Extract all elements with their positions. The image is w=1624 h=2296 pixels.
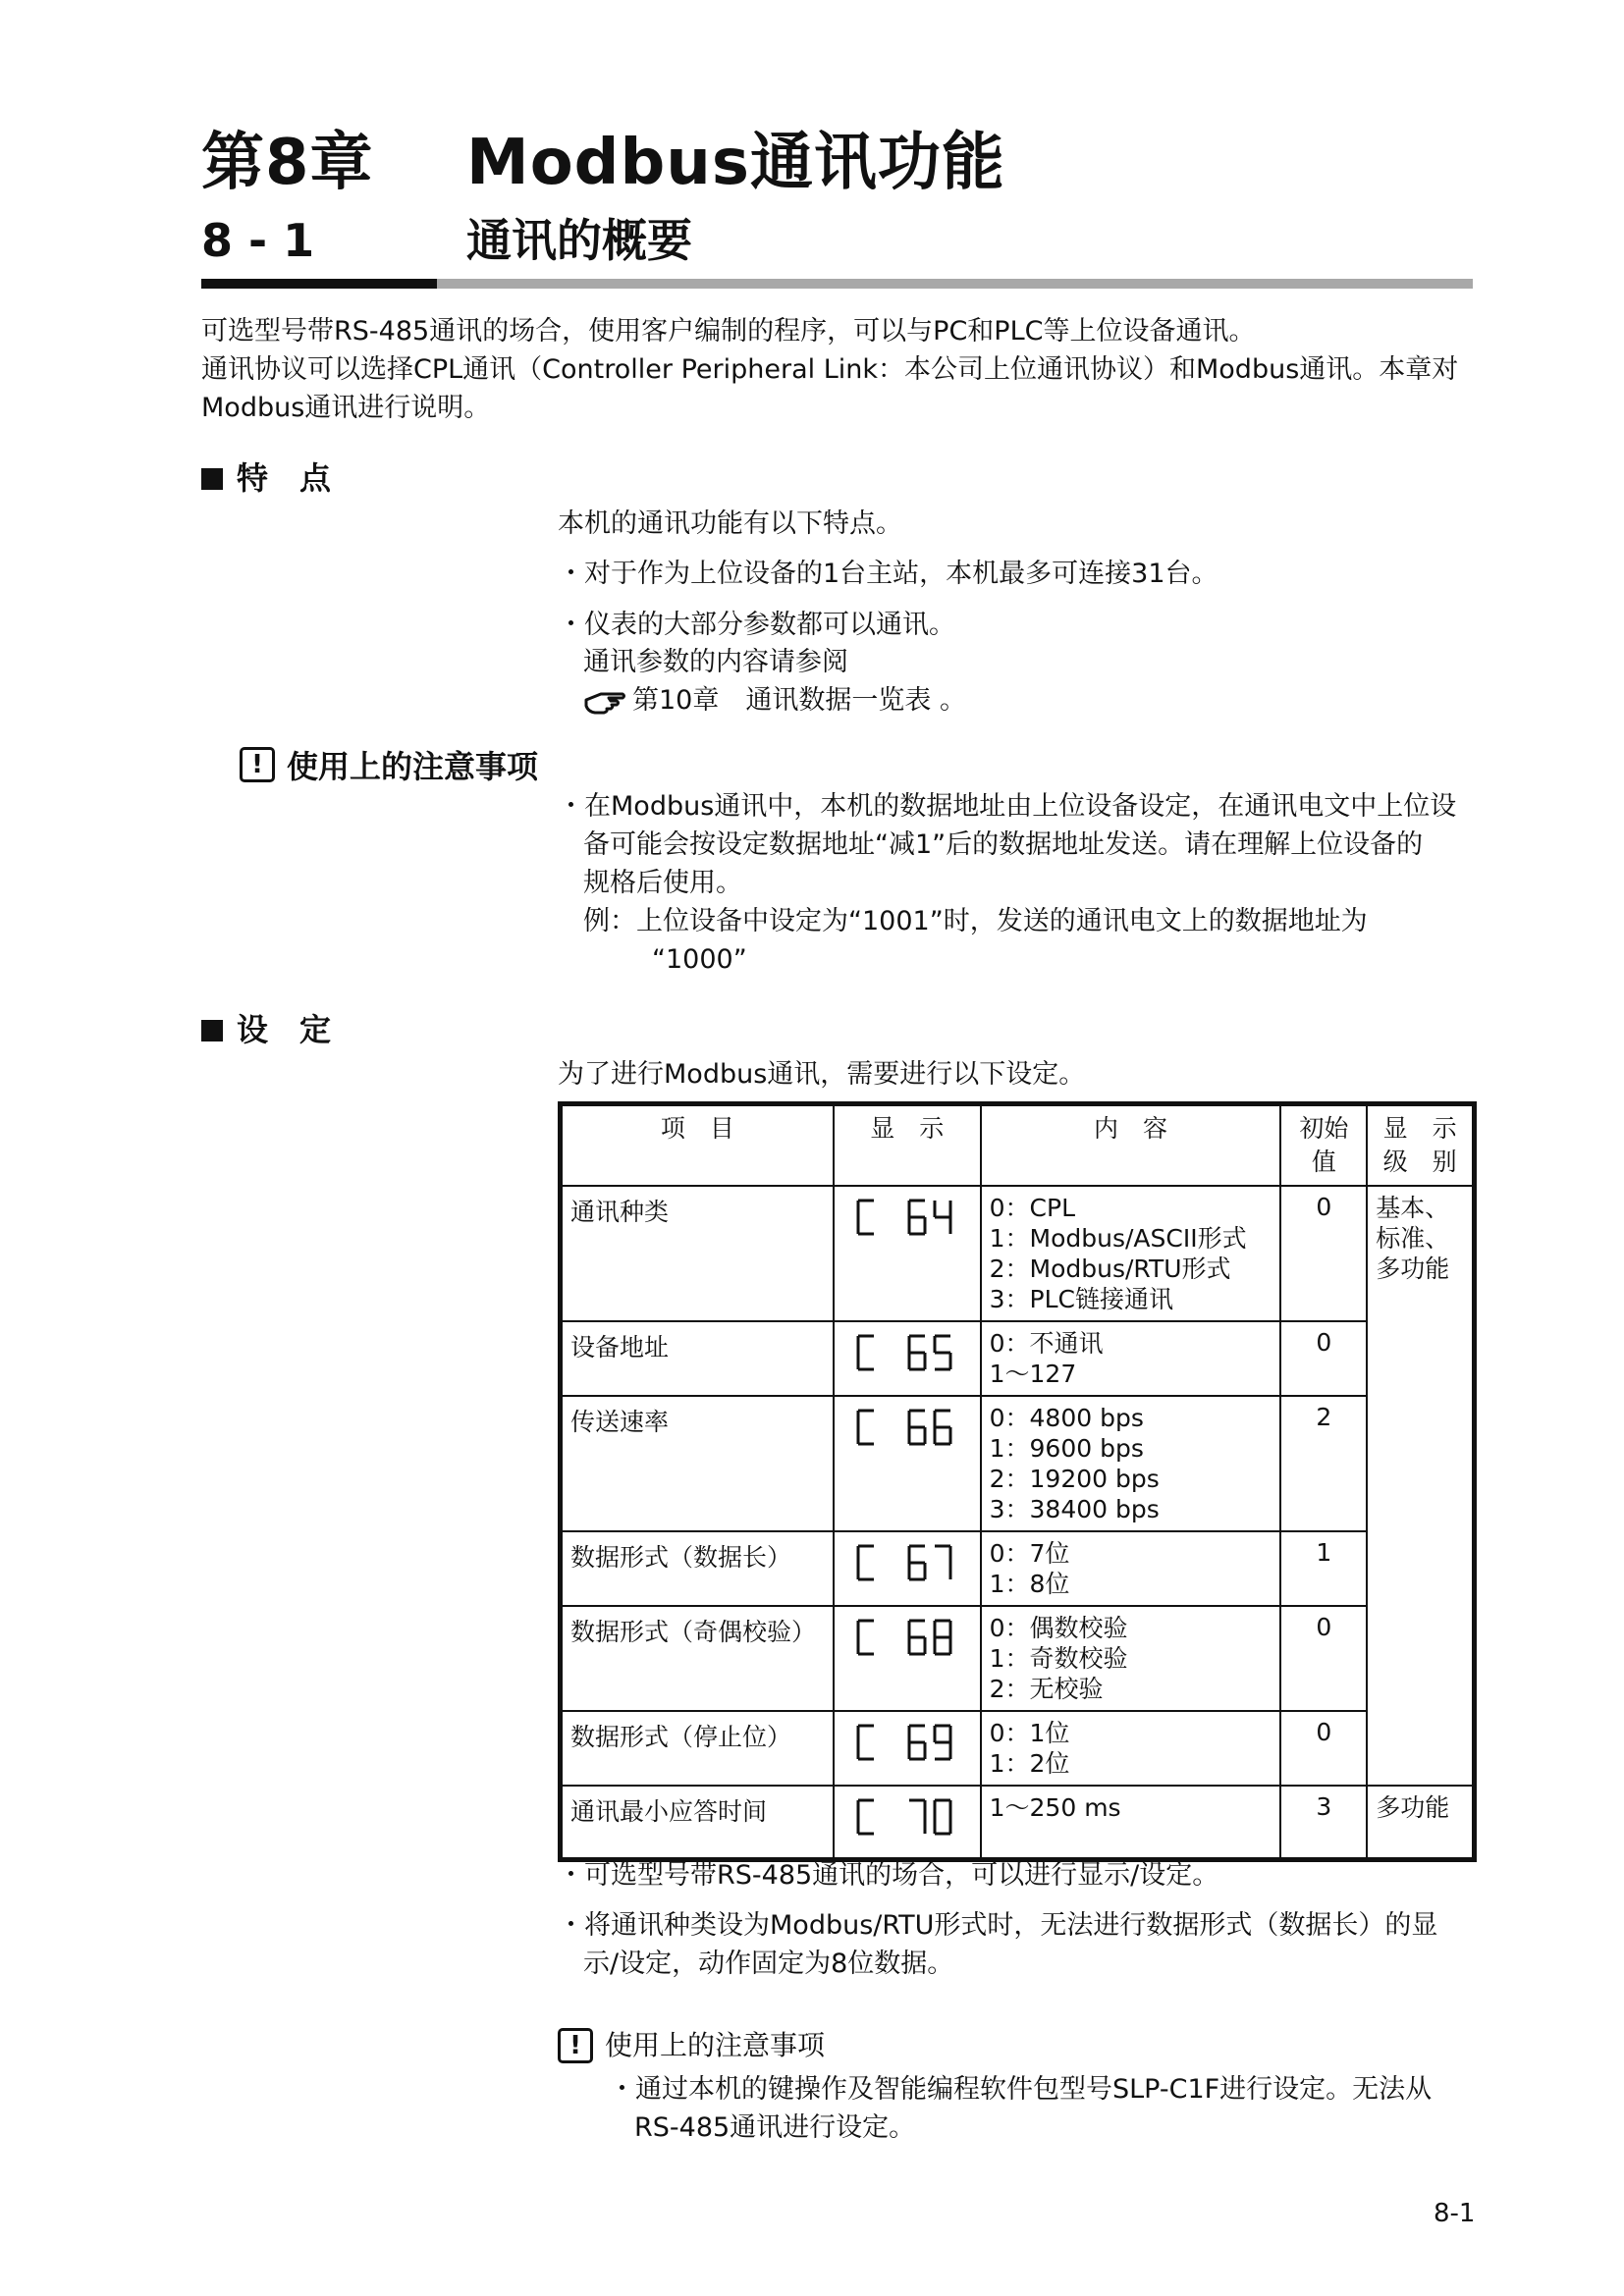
settings-table [558, 1101, 1477, 1862]
row-options: 0：偶数校验 1：奇数校验 2：无校验 [981, 1606, 1281, 1711]
square-bullet-icon [201, 1020, 223, 1041]
bullet-dot: ・ [558, 610, 584, 640]
table-row [562, 1186, 1473, 1321]
notes-bullet-2-line-2: 示/设定，动作固定为8位数据。 [583, 1949, 954, 1979]
warning-icon: ! [558, 2028, 593, 2063]
table-row [562, 1786, 1473, 1858]
row-display [834, 1321, 981, 1396]
section-rule-light [437, 279, 1473, 289]
seven-segment-display [842, 1792, 972, 1840]
example-label: 例： [583, 906, 636, 936]
seven-segment-display [842, 1403, 972, 1450]
intro-line-3: Modbus通讯进行说明。 [201, 393, 491, 423]
caution2-line-1: ・通过本机的键操作及智能编程软件包型号SLP-C1F进行设定。无法从 [609, 2074, 1433, 2105]
pointing-hand-icon [583, 686, 626, 716]
row-display [834, 1396, 981, 1531]
row-item: 传送速率 [562, 1396, 834, 1531]
chapter-label: 第8章 [201, 127, 374, 199]
row-item: 设备地址 [562, 1321, 834, 1396]
notes-bullet-1: ・可选型号带RS-485通讯的场合，可以进行显示/设定。 [558, 1860, 1219, 1891]
level-cell-last: 多功能 [1367, 1786, 1473, 1858]
row-initial: 3 [1280, 1786, 1367, 1858]
bullet-dot: ・ [609, 2074, 635, 2105]
row-item: 通讯种类 [562, 1186, 834, 1321]
table-row [562, 1606, 1473, 1711]
section-number: 8 - 1 [201, 214, 315, 267]
row-options: 0：CPL 1：Modbus/ASCII形式 2：Modbus/RTU形式 3：PLC链接通讯 [981, 1186, 1281, 1321]
square-bullet-icon [201, 468, 223, 490]
row-options: 1～250 ms [981, 1786, 1281, 1858]
table-row [562, 1321, 1473, 1396]
row-display [834, 1786, 981, 1858]
row-initial: 0 [1280, 1606, 1367, 1711]
row-item: 数据形式（停止位） [562, 1711, 834, 1786]
settings-heading: 设 定 [201, 1005, 331, 1050]
row-display [834, 1186, 981, 1321]
caution1-example-line-2: “1000” [652, 944, 747, 975]
row-initial: 0 [1280, 1186, 1367, 1321]
caution1-line-3: 规格后使用。 [583, 868, 742, 898]
caution-heading-1: ! 使用上的注意事项 [240, 742, 538, 787]
page-number: 8-1 [1434, 2199, 1476, 2228]
table-header-row [562, 1105, 1473, 1186]
row-initial: 0 [1280, 1321, 1367, 1396]
row-initial: 2 [1280, 1396, 1367, 1531]
row-display [834, 1606, 981, 1711]
section-title: 通讯的概要 [466, 214, 692, 267]
row-options: 0：1位 1：2位 [981, 1711, 1281, 1786]
bullet-dot: ・ [558, 1860, 584, 1891]
seven-segment-display [842, 1328, 972, 1375]
bullet-dot: ・ [558, 559, 584, 589]
seven-segment-display [842, 1613, 972, 1660]
column-header-level: 显 示 级 别 [1367, 1105, 1473, 1186]
row-initial: 0 [1280, 1711, 1367, 1786]
table-row [562, 1531, 1473, 1606]
section-rule-dark [201, 279, 437, 289]
caution-heading-2: ! 使用上的注意事项 [558, 2026, 825, 2065]
caution2-line-2: RS-485通讯进行设定。 [634, 2112, 916, 2143]
table-row [562, 1711, 1473, 1786]
row-item: 数据形式（数据长） [562, 1531, 834, 1606]
settings-lead: 为了进行Modbus通讯，需要进行以下设定。 [558, 1059, 1086, 1090]
row-display [834, 1531, 981, 1606]
row-initial: 1 [1280, 1531, 1367, 1606]
features-lead: 本机的通讯功能有以下特点。 [558, 508, 902, 539]
features-heading: 特 点 [201, 454, 331, 499]
caution1-line-1: ・在Modbus通讯中，本机的数据地址由上位设备设定，在通讯电文中上位设 [558, 791, 1457, 822]
bullet-dot: ・ [558, 791, 584, 822]
row-item: 通讯最小应答时间 [562, 1786, 834, 1858]
column-header-display: 显 示 [834, 1105, 981, 1186]
features-bullet-1: ・对于作为上位设备的1台主站，本机最多可连接31台。 [558, 559, 1218, 589]
intro-line-2: 通讯协议可以选择CPL通讯（Controller Peripheral Link：本公司上位通讯协议）和Modbus通讯。本章对 [201, 354, 1459, 385]
warning-icon: ! [240, 747, 275, 782]
features-reference: 第10章 通讯数据一览表 。 [583, 681, 966, 721]
features-bullet-2: ・仪表的大部分参数都可以通讯。 [558, 610, 955, 640]
column-header-initial: 初始值 [1280, 1105, 1367, 1186]
column-header-item: 项 目 [562, 1105, 834, 1186]
caution1-line-2: 备可能会按设定数据地址“减1”后的数据地址发送。请在理解上位设备的 [583, 829, 1424, 860]
row-options: 0：不通讯 1～127 [981, 1321, 1281, 1396]
row-display [834, 1711, 981, 1786]
seven-segment-display [842, 1718, 972, 1765]
level-cell-group: 基本、 标准、 多功能 [1367, 1186, 1473, 1786]
row-options: 0：4800 bps 1：9600 bps 2：19200 bps 3：38400 bps [981, 1396, 1281, 1531]
intro-line-1: 可选型号带RS-485通讯的场合，使用客户编制的程序，可以与PC和PLC等上位设备通讯。 [201, 316, 1256, 347]
bullet-dot: ・ [558, 1910, 584, 1941]
row-item: 数据形式（奇偶校验） [562, 1606, 834, 1711]
column-header-content: 内 容 [981, 1105, 1281, 1186]
seven-segment-display [842, 1193, 972, 1240]
row-options: 0：7位 1：8位 [981, 1531, 1281, 1606]
notes-bullet-2: ・将通讯种类设为Modbus/RTU形式时，无法进行数据形式（数据长）的显 [558, 1910, 1438, 1941]
caution1-example: 例：上位设备中设定为“1001”时，发送的通讯电文上的数据地址为 [583, 906, 1368, 936]
features-bullet-2-line-2: 通讯参数的内容请参阅 [583, 647, 848, 677]
chapter-title: Modbus通讯功能 [466, 127, 1005, 199]
seven-segment-display [842, 1538, 972, 1585]
table-row [562, 1396, 1473, 1531]
